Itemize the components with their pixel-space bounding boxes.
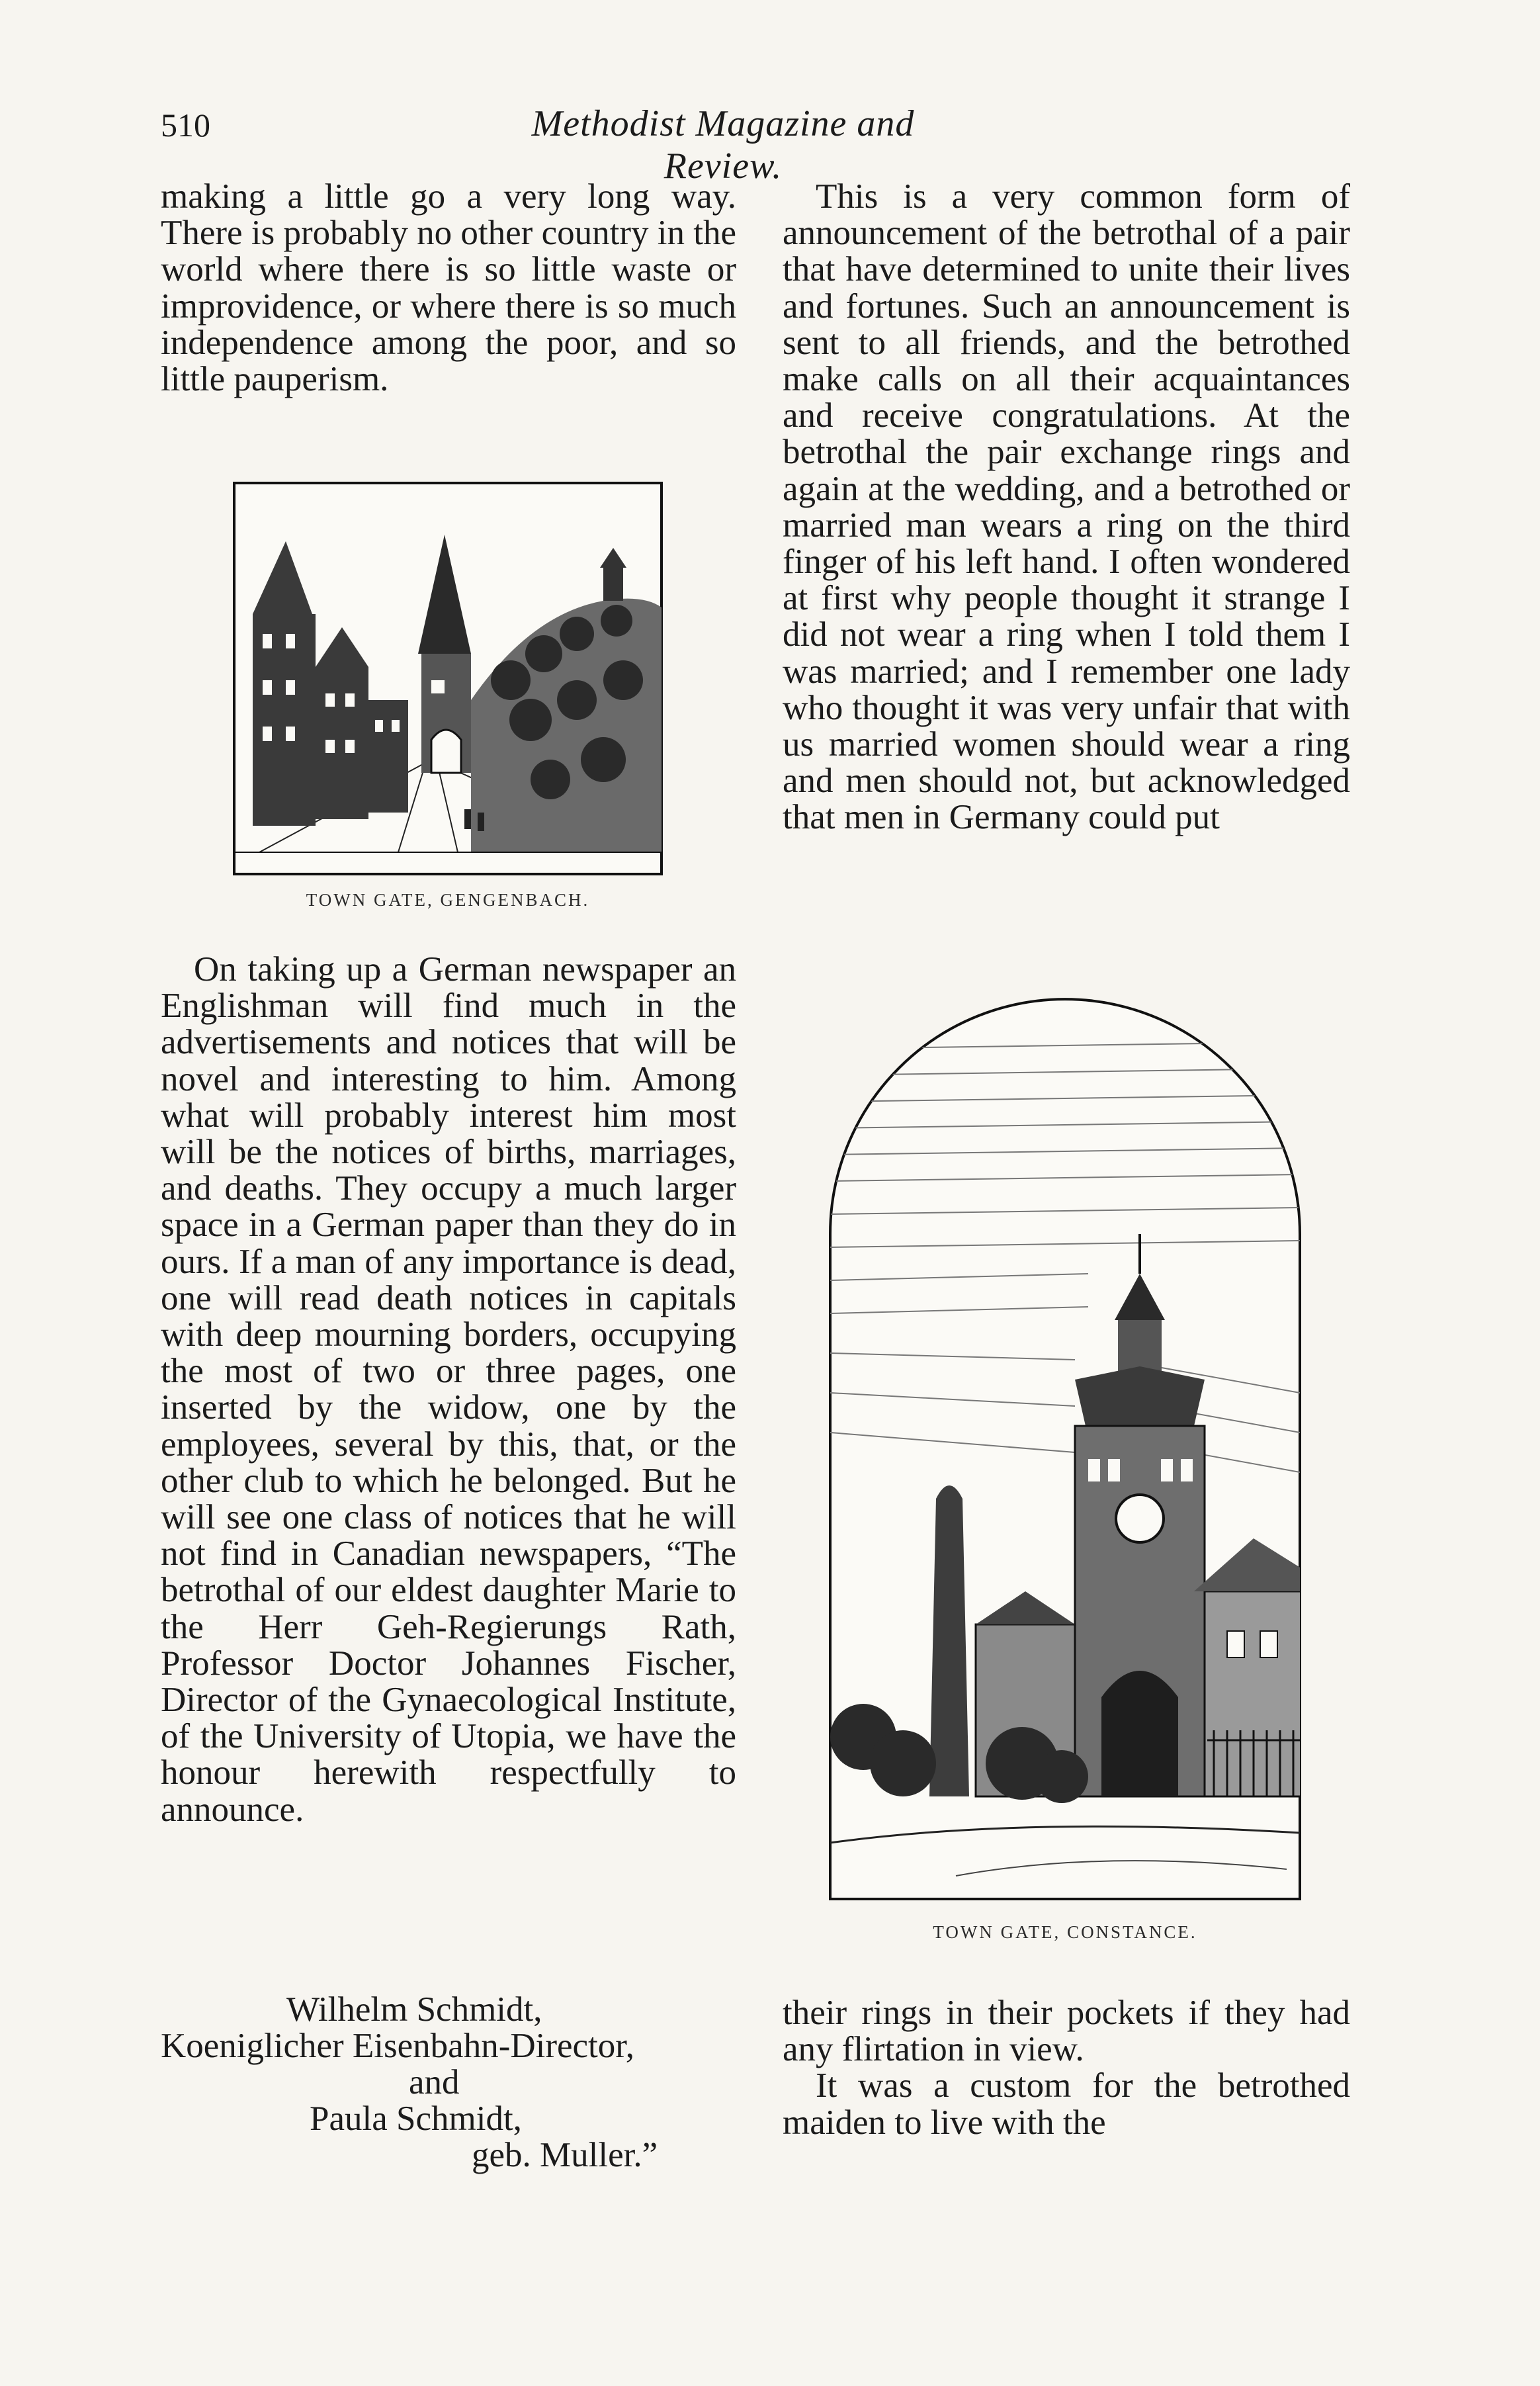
paragraph: It was a custom for the betrothed maiden to live with the bbox=[783, 2066, 1350, 2142]
running-title: Methodist Magazine and Review. bbox=[531, 103, 915, 187]
signature-line-2: Koeniglicher Eisenbahn-Director, bbox=[161, 2027, 635, 2065]
right-column-paragraph-1 bbox=[783, 179, 1350, 836]
paragraph: This is a very common form of announcement of the betrothal of a pair that have determined to unite their lives and fortunes. Such an announcement is sent to all friends, and the betrothed make calls on all their acquaintances and receive congratulations. At the betrothal the pair exchange rings and again at the wedding, and a betrothed or married man wears a ring on the third finger of his left hand. I often wondered at first why people thought it strange I did not wear a ring when I told them I was married; and I remember one lady who thought it was very unfair that with us married women should wear a ring and men should not, but acknowledged that men in Germany could put bbox=[783, 177, 1350, 837]
figure-town-gate-constance bbox=[824, 996, 1306, 1902]
paragraph: On taking up a German newspaper an Englishman will find much in the advertisements and notices that will be novel and interesting to him. Among what will probably interest him most will be the notices of births, marriages, and deaths. They occupy a much larger space in a German paper than they do in ours. If a man of any importance is dead, one will read death notices in capitals with deep mourning borders, occupying the most of two or three pages, one inserted by the widow, one by the employees, several by this, that, or the other club to which he belonged. But he will see one class of notices that he will not find in Canadian newspapers, “The betrothal of our eldest daughter Marie to the Herr Geh-Regierungs Rath, Professor Doctor Johannes Fischer, Director of the Gynaecological Institute, of the University of Utopia, we have the honour herewith respectfully to announce. bbox=[161, 950, 736, 1829]
engraving-constance bbox=[824, 996, 1306, 1902]
paragraph: making a little go a very long way. There is probably no other country in the world where there is so little waste or improvidence, or where there is so much independence among the poor, and so little pauperism. bbox=[161, 177, 736, 399]
signature-line-4: Paula Schmidt, bbox=[310, 2099, 522, 2138]
signature-line-5: geb. Muller.” bbox=[472, 2136, 658, 2174]
signature-block bbox=[161, 1992, 736, 2174]
signature-line-3: and bbox=[409, 2063, 460, 2101]
signature-line-1: Wilhelm Schmidt, bbox=[286, 1990, 542, 2029]
engraving-gengenbach bbox=[233, 482, 663, 875]
figure-town-gate-gengenbach bbox=[233, 482, 663, 875]
left-column-paragraph-2 bbox=[161, 951, 736, 1828]
caption-constance: TOWN GATE, CONSTANCE. bbox=[933, 1922, 1197, 1942]
left-column-paragraph-1 bbox=[161, 179, 736, 398]
page-header bbox=[161, 99, 1345, 187]
paragraph: their rings in their pockets if they had any flirtation in view. bbox=[783, 1994, 1350, 2069]
caption-gengenbach: TOWN GATE, GENGENBACH. bbox=[306, 890, 590, 910]
page-number: 510 bbox=[161, 107, 210, 144]
right-column-paragraph-2 bbox=[783, 1995, 1350, 2141]
